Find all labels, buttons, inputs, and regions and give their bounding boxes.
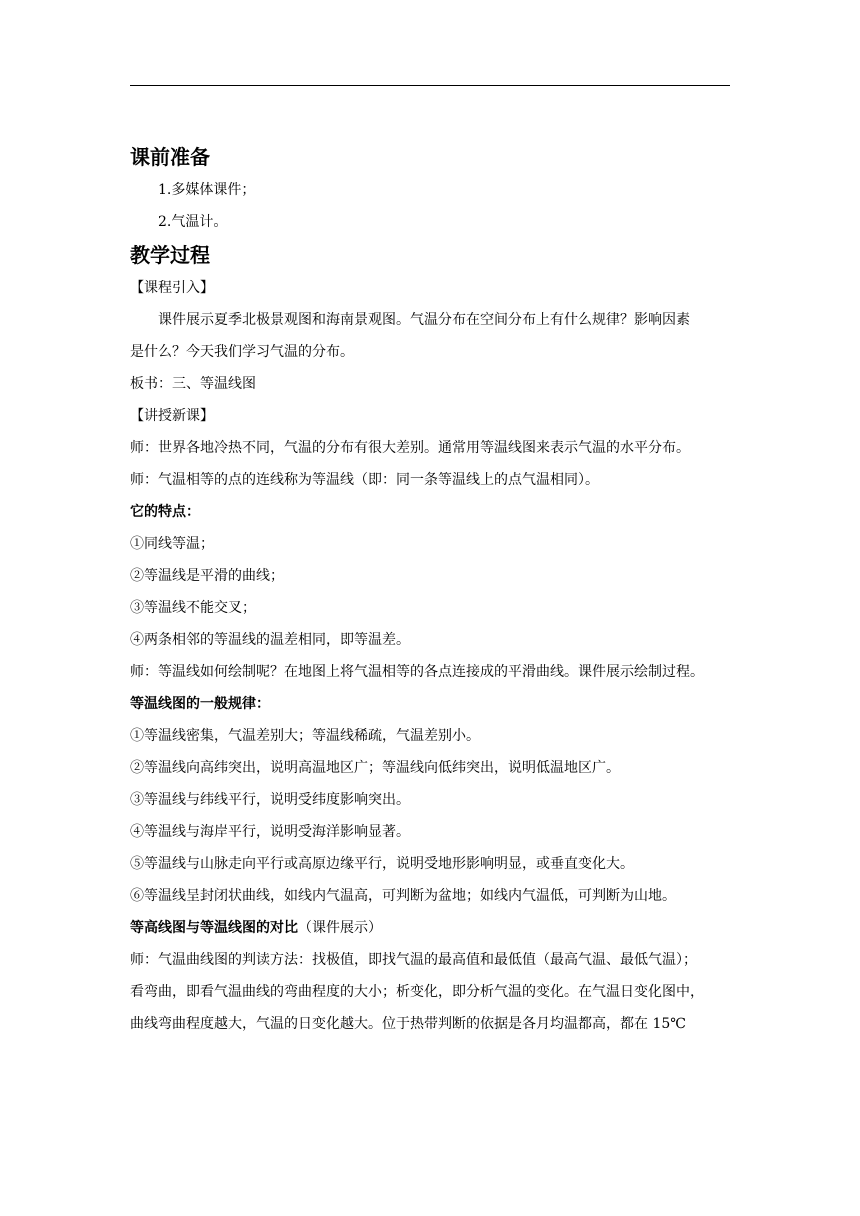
compare-title: 等高线图与等温线图的对比 [130, 920, 298, 936]
intro-label: 【课程引入】 [130, 280, 214, 296]
rules-title: 等温线图的一般规律： [130, 696, 270, 712]
curve-line: 看弯曲，即看气温曲线的弯曲程度的大小；析变化，即分析气温的变化。在气温日变化图中， [130, 984, 704, 1000]
section-heading-process: 教学过程 [130, 243, 210, 267]
intro-paragraph-line: 是什么？今天我们学习气温的分布。 [130, 344, 354, 360]
compare-line [130, 912, 732, 944]
rule-item: ③等温线与纬线平行，说明受纬度影响突出。 [130, 792, 410, 808]
lecture-label: 【讲授新课】 [130, 408, 214, 424]
rule-item: ①等温线密集，气温差别大；等温线稀疏，气温差别小。 [130, 728, 480, 744]
drawing-line: 师：等温线如何绘制呢？在地图上将气温相等的各点连接成的平滑曲线。课件展示绘制过程。 [130, 664, 704, 680]
prep-item: 1.多媒体课件； [158, 182, 256, 198]
rule-item: ④等温线与海岸平行，说明受海洋影响显著。 [130, 824, 410, 840]
section-heading-prep: 课前准备 [130, 145, 210, 169]
lecture-line: 师：世界各地冷热不同，气温的分布有很大差别。通常用等温线图来表示气温的水平分布。 [130, 440, 690, 456]
header-rule [130, 85, 730, 86]
rule-item: ⑥等温线呈封闭状曲线，如线内气温高，可判断为盆地；如线内气温低，可判断为山地。 [130, 888, 676, 904]
feature-item: ①同线等温； [130, 536, 214, 552]
feature-item: ②等温线是平滑的曲线； [130, 568, 284, 584]
curve-line: 师：气温曲线图的判读方法：找极值，即找气温的最高值和最低值（最高气温、最低气温）； [130, 952, 697, 968]
document-body [130, 140, 732, 1040]
feature-item: ④两条相邻的等温线的温差相同，即等温差。 [130, 632, 410, 648]
features-title: 它的特点： [130, 504, 200, 520]
compare-note: （课件展示） [298, 920, 382, 936]
intro-paragraph-line: 课件展示夏季北极景观图和海南景观图。气温分布在空间分布上有什么规律？影响因素 [158, 312, 690, 328]
feature-item: ③等温线不能交叉； [130, 600, 256, 616]
rule-item: ②等温线向高纬突出，说明高温地区广；等温线向低纬突出，说明低温地区广。 [130, 760, 620, 776]
prep-item: 2.气温计。 [158, 214, 228, 230]
lecture-line: 师：气温相等的点的连线称为等温线（即：同一条等温线上的点气温相同）。 [130, 472, 599, 488]
rule-item: ⑤等温线与山脉走向平行或高原边缘平行，说明受地形影响明显，或垂直变化大。 [130, 856, 634, 872]
board-note: 板书：三、等温线图 [130, 376, 256, 392]
curve-line: 曲线弯曲程度越大，气温的日变化越大。位于热带判断的依据是各月均温都高，都在 15℃ [130, 1016, 686, 1032]
